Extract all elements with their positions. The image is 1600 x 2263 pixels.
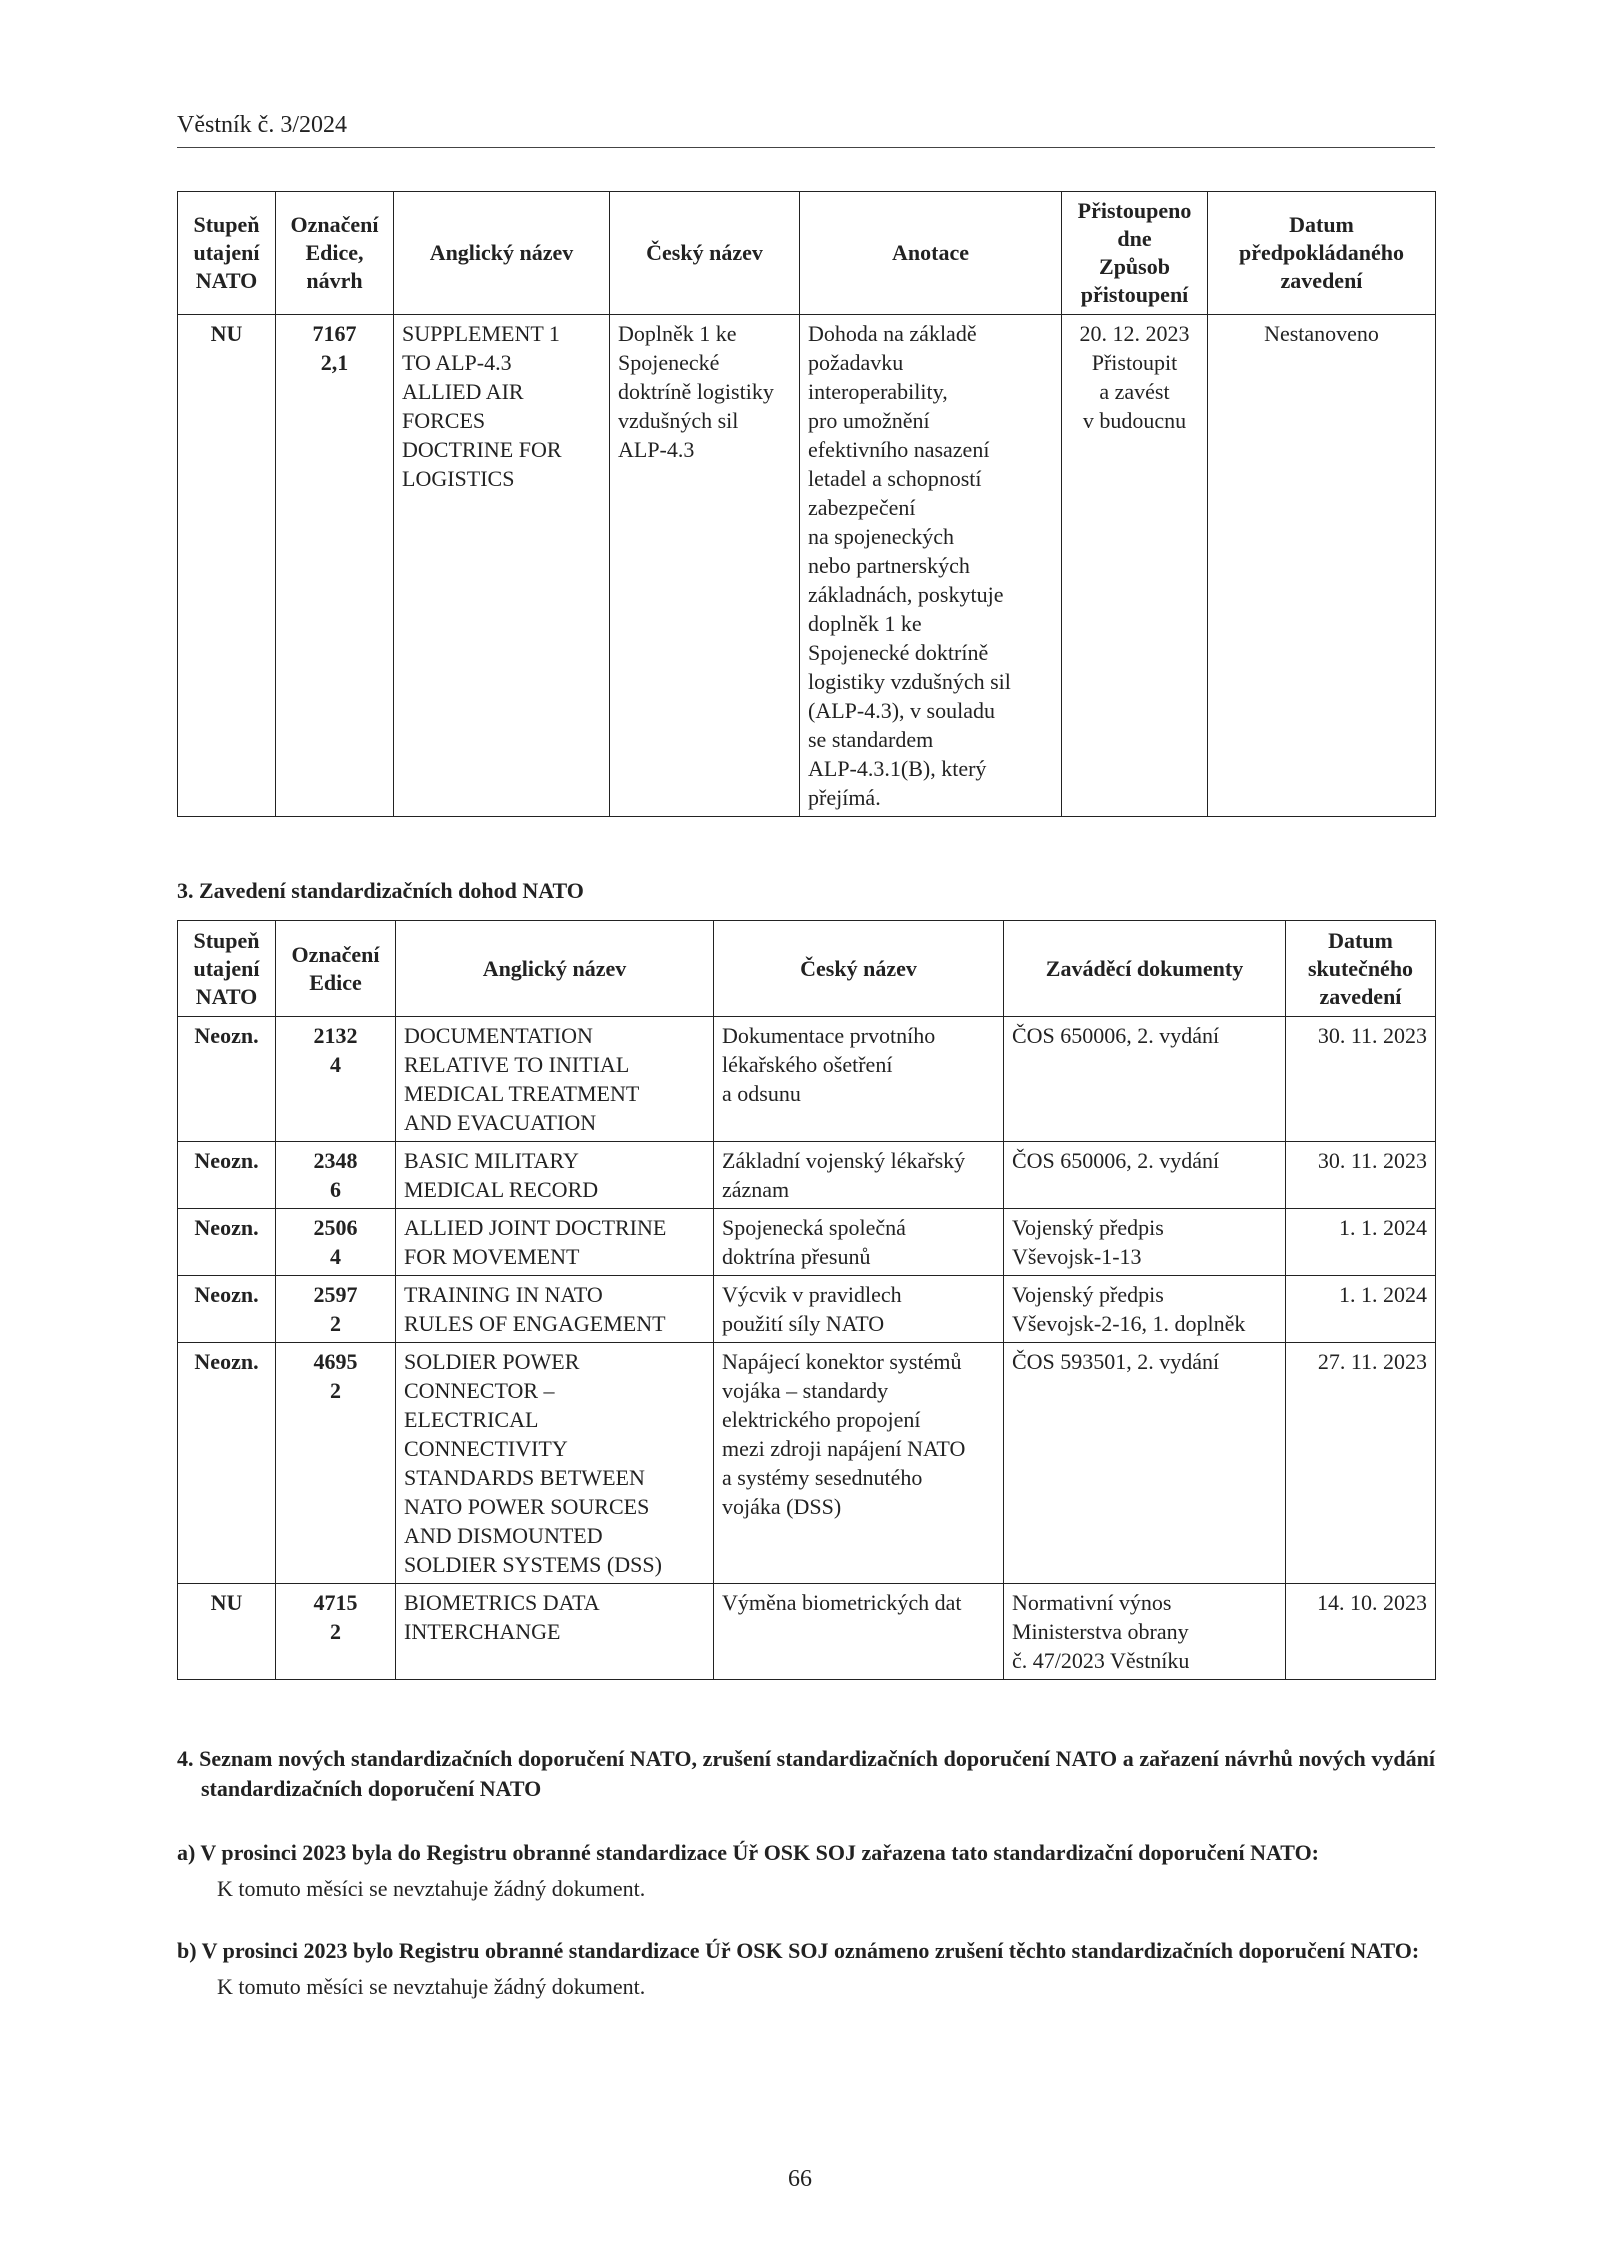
czech-title-cell: Základní vojenský lékařský záznam [714, 1142, 1004, 1209]
table-row [178, 1209, 1436, 1276]
designation-code: 2348 [313, 1148, 358, 1173]
table-row [178, 1343, 1436, 1584]
designation-edition: 4 [330, 1052, 341, 1077]
col-header-english-title: Anglický název [396, 921, 714, 1017]
classification-cell: Neozn. [178, 1276, 276, 1343]
designation-cell [276, 315, 394, 817]
col-header-expected-date: Datum předpokládaného zavedení [1208, 192, 1436, 315]
czech-title-cell: Napájecí konektor systémů vojáka – standardy elektrického propojení mezi zdroji napájení NATO a systémy sesednutého vojáka (DSS) [714, 1343, 1004, 1584]
designation-cell [276, 1584, 396, 1680]
section-4b-note: K tomuto měsíci se nevztahuje žádný dokument. [217, 1974, 646, 1999]
classification-cell: Neozn. [178, 1017, 276, 1142]
english-title-cell: DOCUMENTATION RELATIVE TO INITIAL MEDICAL TREATMENT AND EVACUATION [396, 1017, 714, 1142]
col-header-english-title: Anglický název [394, 192, 610, 315]
col-header-classification: Stupeň utajení NATO [178, 921, 276, 1017]
designation-edition: 2,1 [320, 350, 349, 375]
classification-cell: NU [178, 315, 276, 817]
col-header-czech-title: Český název [610, 192, 800, 315]
annotation-cell: Dohoda na základě požadavku interoperability, pro umožnění efektivního nasazení letadel a schopností zabezpečení na spojeneckých nebo partnerských základnách, poskytuje doplněk 1 ke Spojenecké doktríně logistiky vzdušných sil (ALP-4.3), v souladu se standardem ALP-4.3.1(B), který přejímá. [800, 315, 1062, 817]
designation-cell [276, 1142, 396, 1209]
designation-code: 4695 [313, 1349, 358, 1374]
section-4a [177, 1838, 1435, 1904]
col-header-czech-title: Český název [714, 921, 1004, 1017]
designation-cell [276, 1276, 396, 1343]
classification-cell: Neozn. [178, 1343, 276, 1584]
designation-cell [276, 1209, 396, 1276]
section-4-title: 4. Seznam nových standardizačních doporučení NATO, zrušení standardizačních doporučení NATO a zařazení návrhů nových vydání standardizačních doporučení NATO [177, 1746, 1435, 1801]
section-4b [177, 1936, 1435, 2002]
table-row [178, 1276, 1436, 1343]
designation-edition: 6 [330, 1177, 341, 1202]
classification-cell: Neozn. [178, 1209, 276, 1276]
page-number: 66 [788, 2166, 812, 2192]
implementing-documents-cell: ČOS 650006, 2. vydání [1004, 1142, 1286, 1209]
english-title-cell: SUPPLEMENT 1 TO ALP-4.3 ALLIED AIR FORCES DOCTRINE FOR LOGISTICS [394, 315, 610, 817]
actual-date-cell: 1. 1. 2024 [1286, 1209, 1436, 1276]
czech-title-cell: Dokumentace prvotního lékařského ošetření a odsunu [714, 1017, 1004, 1142]
designation-code: 2597 [313, 1282, 358, 1307]
designation-edition: 2 [330, 1378, 341, 1403]
stanag-implementation-table [177, 920, 1436, 1680]
czech-title-cell: Výměna biometrických dat [714, 1584, 1004, 1680]
section-4a-note: K tomuto měsíci se nevztahuje žádný dokument. [217, 1876, 646, 1901]
accession-table [177, 191, 1436, 817]
section-4b-label: b) V prosinci 2023 bylo Registru obranné standardizace Úř OSK SOJ oznámeno zrušení těchto standardizačních doporučení NATO: [177, 1938, 1420, 1963]
designation-code: 4715 [313, 1590, 358, 1615]
actual-date-cell: 14. 10. 2023 [1286, 1584, 1436, 1680]
section-4 [177, 1744, 1435, 1804]
implementing-documents-cell: Normativní výnos Ministerstva obrany č. 47/2023 Věstníku [1004, 1584, 1286, 1680]
czech-title-cell: Doplněk 1 ke Spojenecké doktríně logistiky vzdušných sil ALP-4.3 [610, 315, 800, 817]
expected-date-cell: Nestanoveno [1208, 315, 1436, 817]
designation-edition: 4 [330, 1244, 341, 1269]
col-header-implementing-documents: Zaváděcí dokumenty [1004, 921, 1286, 1017]
actual-date-cell: 30. 11. 2023 [1286, 1017, 1436, 1142]
designation-cell [276, 1343, 396, 1584]
czech-title-cell: Výcvik v pravidlech použití síly NATO [714, 1276, 1004, 1343]
classification-cell: Neozn. [178, 1142, 276, 1209]
classification-cell: NU [178, 1584, 276, 1680]
table-row [178, 1017, 1436, 1142]
designation-edition: 2 [330, 1311, 341, 1336]
designation-code: 7167 [312, 321, 357, 346]
czech-title-cell: Spojenecká společná doktrína přesunů [714, 1209, 1004, 1276]
table-row [178, 315, 1436, 817]
col-header-designation: Označení Edice, návrh [276, 192, 394, 315]
col-header-actual-date: Datum skutečného zavedení [1286, 921, 1436, 1017]
english-title-cell: ALLIED JOINT DOCTRINE FOR MOVEMENT [396, 1209, 714, 1276]
actual-date-cell: 30. 11. 2023 [1286, 1142, 1436, 1209]
designation-edition: 2 [330, 1619, 341, 1644]
actual-date-cell: 1. 1. 2024 [1286, 1276, 1436, 1343]
english-title-cell: TRAINING IN NATO RULES OF ENGAGEMENT [396, 1276, 714, 1343]
page-header: Věstník č. 3/2024 [177, 112, 1435, 148]
implementing-documents-cell: Vojenský předpis Vševojsk-1-13 [1004, 1209, 1286, 1276]
col-header-classification: Stupeň utajení NATO [178, 192, 276, 315]
designation-code: 2506 [313, 1215, 358, 1240]
col-header-annotation: Anotace [800, 192, 1062, 315]
table-row [178, 1584, 1436, 1680]
col-header-designation: Označení Edice [276, 921, 396, 1017]
designation-cell [276, 1017, 396, 1142]
english-title-cell: SOLDIER POWER CONNECTOR – ELECTRICAL CONNECTIVITY STANDARDS BETWEEN NATO POWER SOURCES AND DISMOUNTED SOLDIER SYSTEMS (DSS) [396, 1343, 714, 1584]
implementing-documents-cell: ČOS 593501, 2. vydání [1004, 1343, 1286, 1584]
section-3-title: 3. Zavedení standardizačních dohod NATO [177, 878, 584, 903]
implementing-documents-cell: Vojenský předpis Vševojsk-2-16, 1. doplněk [1004, 1276, 1286, 1343]
implementing-documents-cell: ČOS 650006, 2. vydání [1004, 1017, 1286, 1142]
section-4a-label: a) V prosinci 2023 byla do Registru obranné standardizace Úř OSK SOJ zařazena tato standardizační doporučení NATO: [177, 1840, 1320, 1865]
table-row [178, 1142, 1436, 1209]
accession-cell: 20. 12. 2023 Přistoupit a zavést v budoucnu [1062, 315, 1208, 817]
actual-date-cell: 27. 11. 2023 [1286, 1343, 1436, 1584]
english-title-cell: BASIC MILITARY MEDICAL RECORD [396, 1142, 714, 1209]
col-header-accession: Přistoupeno dne Způsob přistoupení [1062, 192, 1208, 315]
designation-code: 2132 [313, 1023, 358, 1048]
english-title-cell: BIOMETRICS DATA INTERCHANGE [396, 1584, 714, 1680]
